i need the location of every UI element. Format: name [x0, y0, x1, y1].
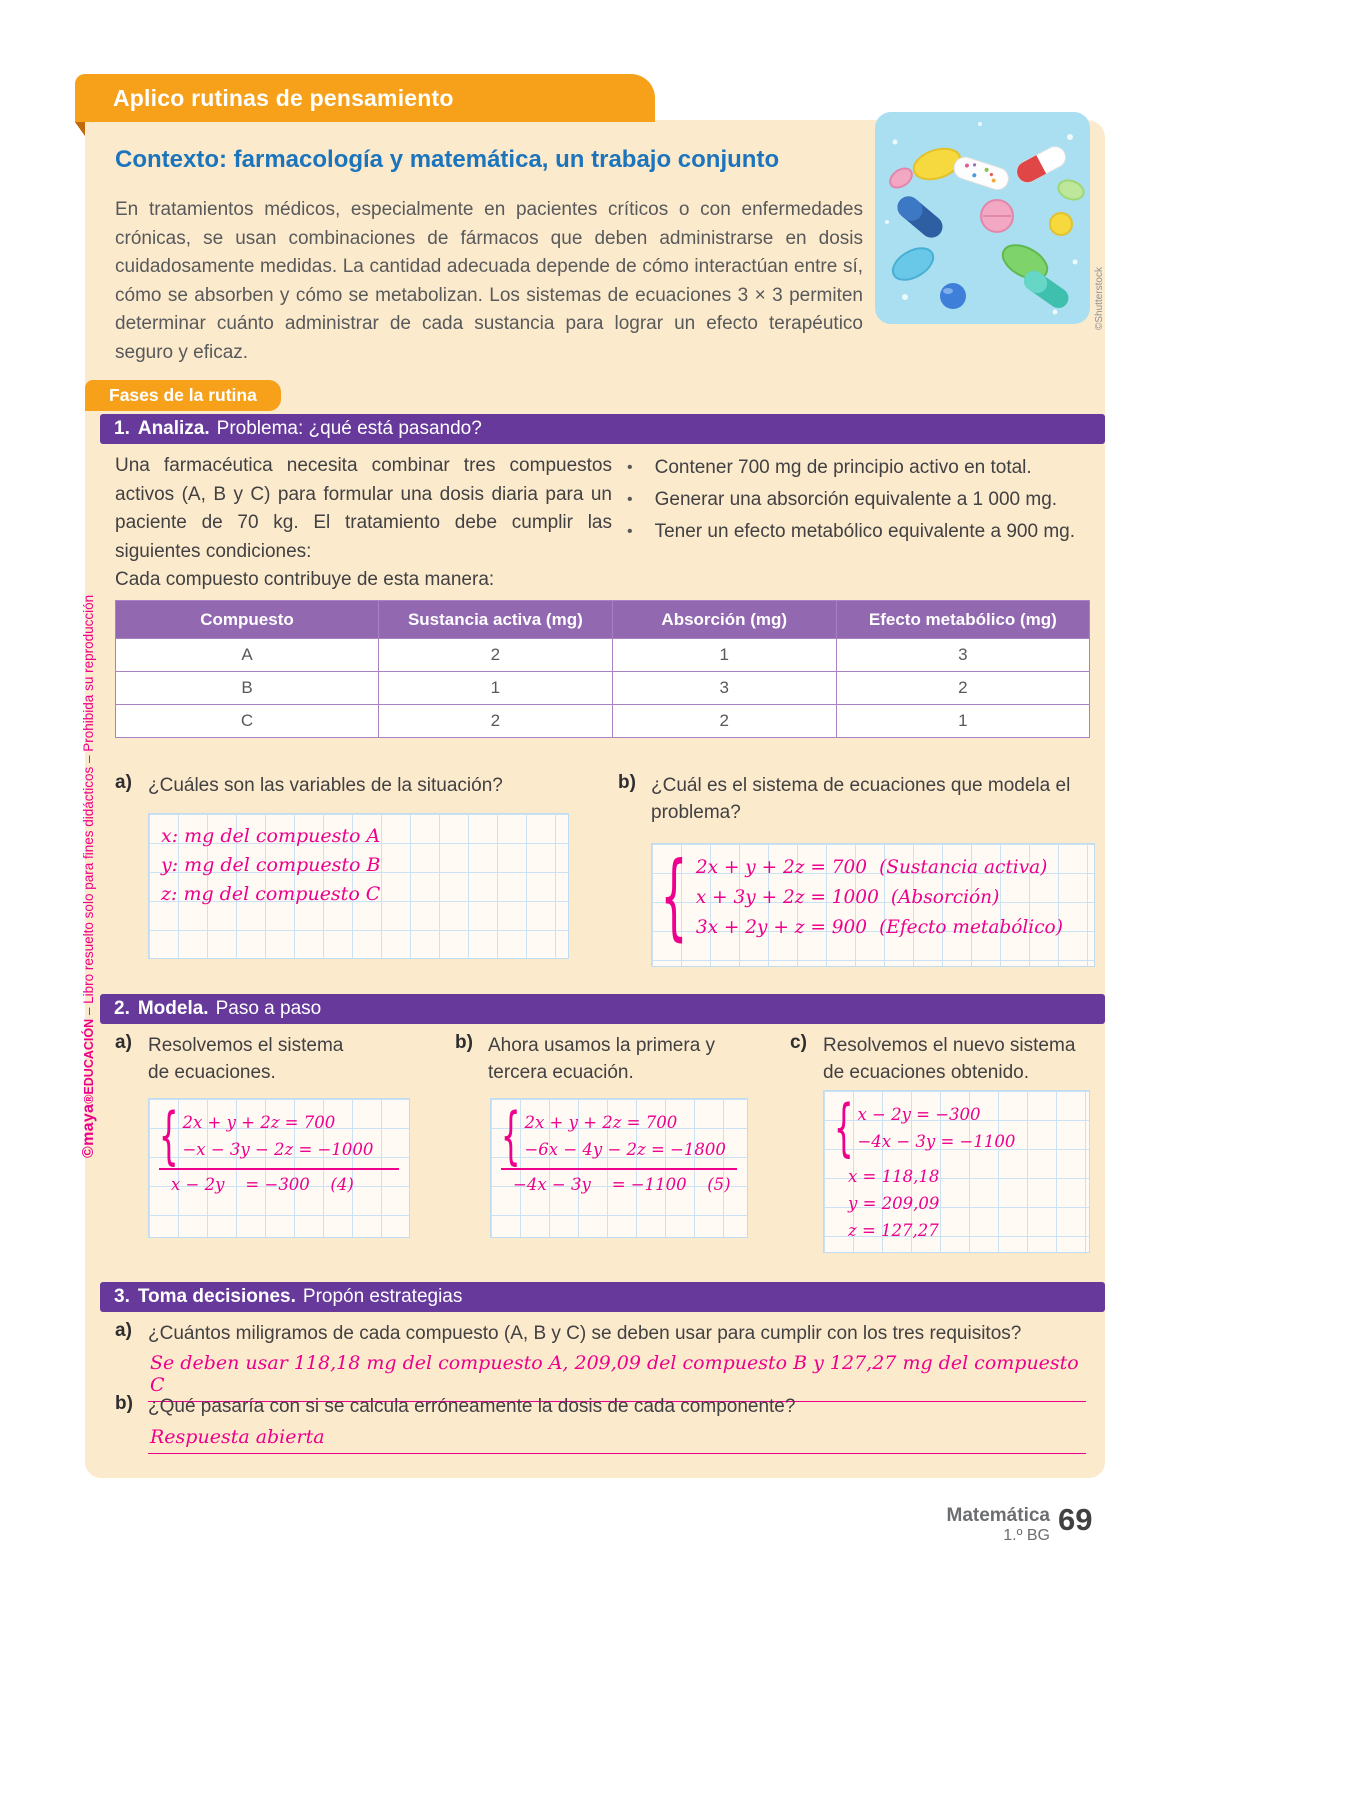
step-a-workbox [148, 1098, 410, 1238]
step-a-lines [182, 1109, 373, 1163]
col-header-sustancia: Sustancia activa (mg) [378, 601, 612, 639]
step-b-lines [524, 1109, 725, 1163]
equation: 2x + y + 2z = 700 [695, 857, 868, 878]
equation-note: (Sustancia activa) [879, 857, 1048, 878]
equation: −6x − 4y − 2z = −1800 [524, 1140, 726, 1159]
system-lines [696, 852, 1063, 942]
table-row [116, 672, 1090, 705]
bullet-text: • Tener un efecto metabólico equivalente a 900 mg. [654, 521, 1075, 542]
section3-subtitle: Propón estrategias [302, 1286, 463, 1307]
publisher-brand: ®EDUCACIÓN [82, 1018, 96, 1104]
step-b-system [500, 1099, 737, 1172]
step-b-result-line [501, 1175, 737, 1195]
section1-number: 1. [114, 418, 130, 439]
result-equation: x − 2y = −300 [171, 1175, 310, 1194]
step-c-brace: { [833, 1091, 854, 1164]
section2-number: 2. [114, 998, 130, 1019]
equation: x + 3y + 2z = 1000 [695, 887, 879, 908]
equation-system [658, 842, 1088, 951]
section1-header [100, 414, 1105, 444]
section2-subtitle: Paso a paso [215, 998, 322, 1019]
solution-z: z = 127,27 [848, 1221, 939, 1240]
cell: 2 [378, 639, 612, 672]
table-row [116, 705, 1090, 738]
table-row [116, 639, 1090, 672]
equation: 3x + 2y + z = 900 [695, 917, 868, 938]
publisher-logo: ©maya [80, 1103, 97, 1158]
step-c-lines [857, 1101, 1015, 1155]
equation-line [696, 912, 1063, 942]
question-b-text: ¿Cuál es el sistema de ecuaciones que modela el problema? [651, 775, 1071, 823]
equation: −x − 3y − 2z = −1000 [182, 1140, 374, 1159]
decision-a-label: a) [115, 1320, 132, 1341]
image-credit: ©Shutterstock [1094, 267, 1105, 330]
cell: A [116, 639, 379, 672]
step-a-label: a) [115, 1032, 132, 1053]
bullet-item [627, 519, 1095, 545]
solution-y: y = 209,09 [848, 1194, 940, 1213]
cell: 3 [836, 639, 1089, 672]
decision-b-answer: Respuesta abierta [148, 1426, 1086, 1454]
step-a-system [158, 1099, 399, 1172]
table-intro: Cada compuesto contribuye de esta manera: [115, 569, 495, 590]
answer-box-system [651, 843, 1095, 967]
section3-number: 3. [114, 1286, 130, 1307]
cell: 2 [612, 705, 836, 738]
cell: 2 [378, 705, 612, 738]
section1-subtitle: Problema: ¿qué está pasando? [216, 418, 482, 439]
step-a-result-line [159, 1175, 399, 1195]
bullet-item [627, 455, 1095, 481]
equation-line [696, 852, 1063, 882]
page-title: Contexto: farmacología y matemática, un trabajo conjunto [115, 146, 780, 173]
intro-paragraph: En tratamientos médicos, especialmente en pacientes críticos o con enfermedades crónicas, se usan combinaciones de fármacos que deben administrarse en dosis cuidadosamente medidas. La cantidad adecuada depende de cómo interactúan entre sí, cómo se absorben y cómo se metabolizan. Los sistemas de ecuaciones 3 × 3 permiten determinar cuánto administrar de cada sustancia para lograr un efecto terapéutico seguro y eficaz. [115, 199, 863, 363]
equation-line [696, 882, 1063, 912]
section2-title: Modela. [137, 998, 209, 1019]
equation: 2x + y + 2z = 700 [182, 1113, 336, 1132]
equation-note: (Efecto metabólico) [879, 917, 1063, 938]
table-header-row [116, 601, 1090, 639]
phases-badge [85, 380, 281, 411]
section3-header [100, 1282, 1105, 1312]
step-b-text: Ahora usamos la primera y tercera ecuación. [488, 1035, 716, 1083]
bullet-text: • Generar una absorción equivalente a 1 000 mg. [654, 489, 1058, 510]
equation: x − 2y = −300 [857, 1105, 981, 1124]
publisher-notice: – Libro resuelto solo para fines didácticos – Prohibida su reproducción [81, 594, 96, 1019]
col-header-compuesto: Compuesto [116, 601, 379, 639]
decision-b-text: ¿Qué pasaría con si se calcula erróneamente la dosis de cada componente? [148, 1396, 796, 1417]
page-number: 69 [1058, 1502, 1093, 1537]
step-c-workbox [823, 1090, 1090, 1253]
banner-fold-decoration [75, 122, 85, 136]
footer-subject: Matemática [946, 1505, 1050, 1526]
step-c-system [833, 1091, 1079, 1164]
col-header-efecto: Efecto metabólico (mg) [836, 601, 1089, 639]
bullet-item [627, 487, 1095, 513]
cell: 3 [612, 672, 836, 705]
publisher-sidebar [80, 595, 98, 1158]
cell: 1 [378, 672, 612, 705]
step-b-workbox [490, 1098, 748, 1238]
col-header-absorcion: Absorción (mg) [612, 601, 836, 639]
decision-a-answer: Se deben usar 118,18 mg del compuesto A, 209,09 del compuesto B y 127,27 mg del compuesto C [148, 1352, 1086, 1402]
answer-variable-x: x: mg del compuesto A [161, 825, 381, 847]
step-a-text: Resolvemos el sistema de ecuaciones. [148, 1035, 344, 1083]
equation: −4x − 3y = −1100 [857, 1132, 1016, 1151]
question-b-label: b) [618, 772, 636, 793]
step-a-brace: { [158, 1099, 179, 1172]
section3-title: Toma decisiones. [137, 1286, 296, 1307]
step-c-label: c) [790, 1032, 807, 1053]
cell: 1 [836, 705, 1089, 738]
routine-banner-label: Aplico rutinas de pensamiento [113, 84, 454, 111]
answer-variable-z: z: mg del compuesto C [161, 883, 381, 905]
step-b-brace: { [500, 1099, 521, 1172]
compounds-table [115, 600, 1090, 738]
cell: 2 [836, 672, 1089, 705]
solution-x: x = 118,18 [848, 1167, 940, 1186]
equation-tag: (5) [707, 1175, 731, 1194]
pills-illustration [875, 112, 1090, 324]
decision-a-text: ¿Cuántos miligramos de cada compuesto (A, B y C) se deben usar para cumplir con los tres requisitos? [148, 1323, 1022, 1344]
answer-variable-y: y: mg del compuesto B [161, 854, 381, 876]
cell: 1 [612, 639, 836, 672]
question-a-label: a) [115, 772, 132, 793]
cell: B [116, 672, 379, 705]
section1-title: Analiza. [137, 418, 210, 439]
system-brace: { [660, 842, 688, 951]
step-b-label: b) [455, 1032, 473, 1053]
equation-note: (Absorción) [890, 887, 1000, 908]
section1-bullets [627, 455, 1095, 551]
step-c-solutions [834, 1163, 1079, 1244]
answer-box-variables [148, 813, 569, 959]
cell: C [116, 705, 379, 738]
routine-banner [75, 74, 655, 122]
step-c-text: Resolvemos el nuevo sistema de ecuaciones obtenido. [823, 1035, 1076, 1083]
pills-illustration-svg [875, 112, 1090, 324]
section2-header [100, 994, 1105, 1024]
question-a-text: ¿Cuáles son las variables de la situación? [148, 775, 503, 796]
footer [870, 1505, 1050, 1545]
result-equation: −4x − 3y = −1100 [513, 1175, 687, 1194]
footer-grade: 1.º BG [1003, 1527, 1050, 1544]
decision-b-label: b) [115, 1393, 133, 1414]
section1-body: Una farmacéutica necesita combinar tres compuestos activos (A, B y C) para formular una dosis diaria para un paciente de 70 kg. El tratamiento debe cumplir las siguientes condiciones: [115, 455, 612, 562]
phases-badge-label: Fases de la rutina [109, 385, 257, 405]
equation-tag: (4) [330, 1175, 354, 1194]
bullet-text: • Contener 700 mg de principio activo en total. [654, 457, 1032, 478]
equation: 2x + y + 2z = 700 [524, 1113, 678, 1132]
